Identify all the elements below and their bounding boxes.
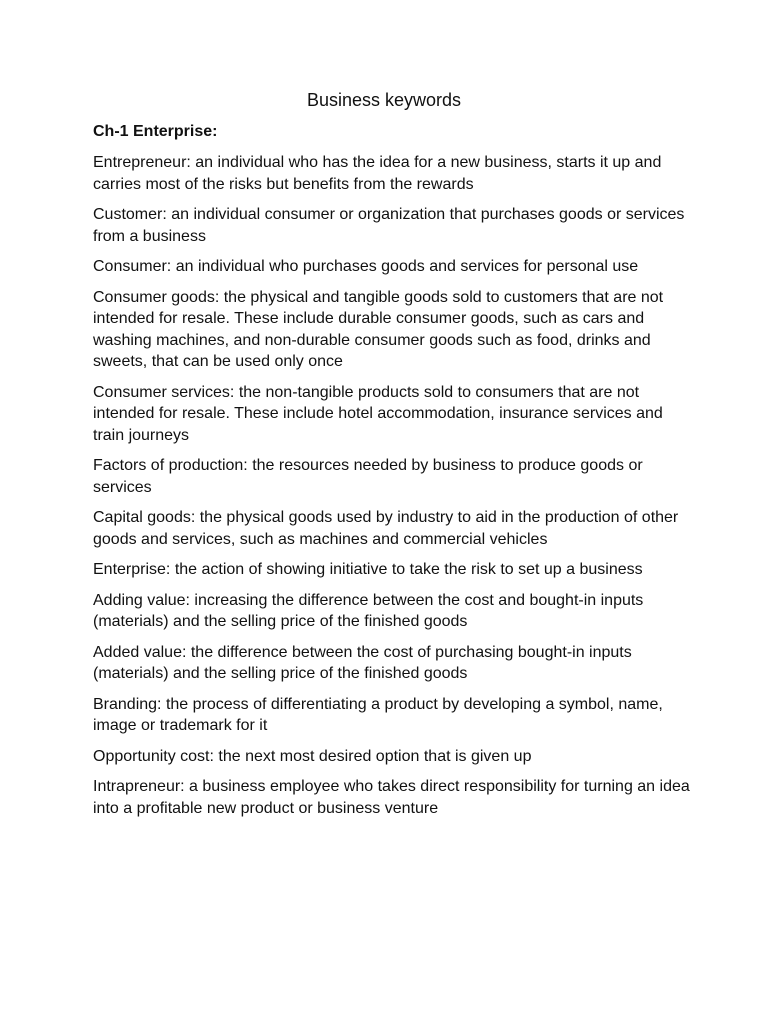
document-title: Business keywords — [306, 90, 462, 110]
definition-consumer-goods: Consumer goods: the physical and tangible goods sold to customers that are not intended for resale. These include durable consumer goods, such as cars and washing machines, and non-durable consumer goods such as food, drinks and sweets, that can be used only once — [93, 288, 664, 370]
definition-opportunity-cost: Opportunity cost: the next most desired option that is given up — [93, 747, 532, 765]
definition-adding-value: Adding value: increasing the difference between the cost and bought-in inputs (materials) and the selling price of the finished goods — [93, 591, 644, 630]
definition-branding: Branding: the process of differentiating a product by developing a symbol, name, image or trademark for it — [93, 695, 663, 734]
definition-intrapreneur: Intrapreneur: a business employee who takes direct responsibility for turning an idea into a profitable new product or business venture — [93, 778, 690, 817]
definition-customer: Customer: an individual consumer or organization that purchases goods or services from a business — [93, 206, 685, 245]
definition-factors-of-production: Factors of production: the resources needed by business to produce goods or services — [93, 457, 643, 496]
definition-entrepreneur: Entrepreneur: an individual who has the idea for a new business, starts it up and carries most of the risks but benefits from the rewards — [93, 154, 662, 193]
definition-consumer: Consumer: an individual who purchases goods and services for personal use — [93, 258, 639, 275]
definition-consumer-services: Consumer services: the non-tangible products sold to consumers that are not intended for resale. These include hotel accommodation, insurance services and train journeys — [93, 383, 663, 444]
definition-capital-goods: Capital goods: the physical goods used by industry to aid in the production of other goods and services, such as machines and commercial vehicles — [93, 509, 679, 548]
document-body — [93, 121, 693, 828]
definition-added-value: Added value: the difference between the cost of purchasing bought-in inputs (materials) and the selling price of the finished goods — [93, 643, 632, 682]
definition-enterprise: Enterprise: the action of showing initiative to take the risk to set up a business — [93, 561, 643, 578]
chapter-heading: Ch-1 Enterprise: — [93, 123, 218, 140]
